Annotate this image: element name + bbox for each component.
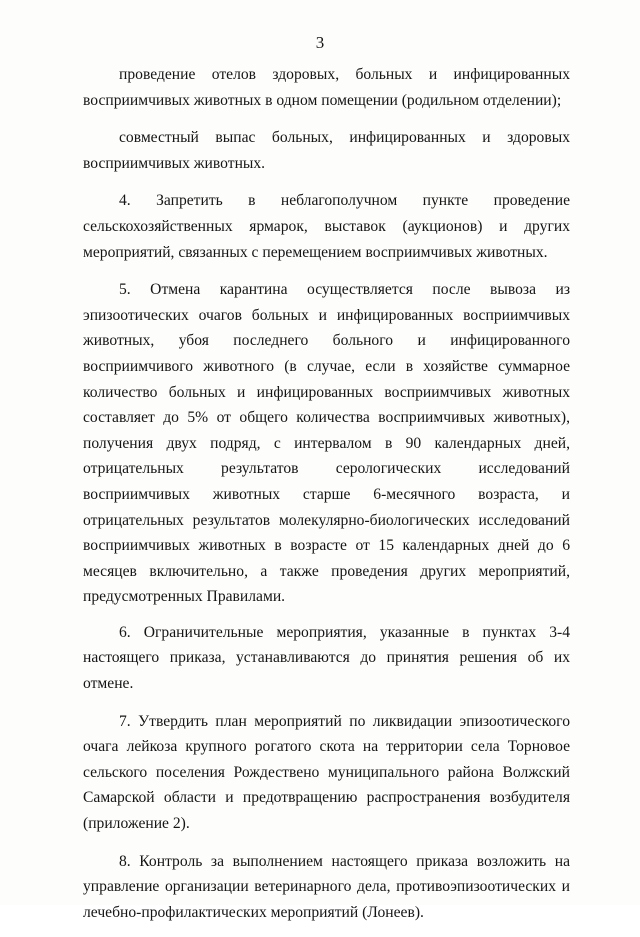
paragraph-item-8: 8. Контроль за выполнением настоящего приказа возложить на управление организации ветеринарного дела, противоэпизоотических и лечебно-профилактических мероприятий (Лонеев).	[83, 852, 570, 921]
page-number: 3	[315, 33, 325, 52]
document-body	[83, 62, 570, 937]
paragraph-grazing: совместный выпас больных, инфицированных и здоровых восприимчивых животных.	[83, 129, 570, 172]
paragraph-item-6: 6. Ограничительные мероприятия, указанные в пунктах 3-4 настоящего приказа, устанавливаются до принятия решения об их отмене.	[83, 623, 570, 693]
paragraph-item-7: 7. Утвердить план мероприятий по ликвидации эпизоотического очага лейкоза крупного рогатого скота на территории села Торновое сельского поселения Рождествено муниципального района Волжский Самарской области и предотвращению распространения возбудителя (приложение 2).	[83, 712, 570, 833]
paragraph-item-5: 5. Отмена карантина осуществляется после вывоза из эпизоотических очагов больных и инфицированных восприимчивых животных, убоя последнего больного и инфицированного восприимчивого животного (в случае, если в хозяйстве суммарное количество больных и инфицированных восприимчивых животных составляет до 5% от общего количества восприимчивых животных), получения двух подряд, с интервалом в 90 календарных дней, отрицательных результатов серологических исследований восприимчивых животных старше 6-месячного возраста, и отрицательных результатов молекулярно-биологических исследований восприимчивых животных в возрасте от 15 календарных дней до 6 месяцев включительно, а также проведения других мероприятий, предусмотренных Правилами.	[83, 281, 570, 606]
paragraph-item-4: 4. Запретить в неблагополучном пункте проведение сельскохозяйственных ярмарок, выставок (аукционов) и других мероприятий, связанных с перемещением восприимчивых животных.	[83, 192, 570, 261]
paragraph-calving: проведение отелов здоровых, больных и инфицированных восприимчивых животных в одном помещении (родильном отделении);	[83, 66, 570, 109]
